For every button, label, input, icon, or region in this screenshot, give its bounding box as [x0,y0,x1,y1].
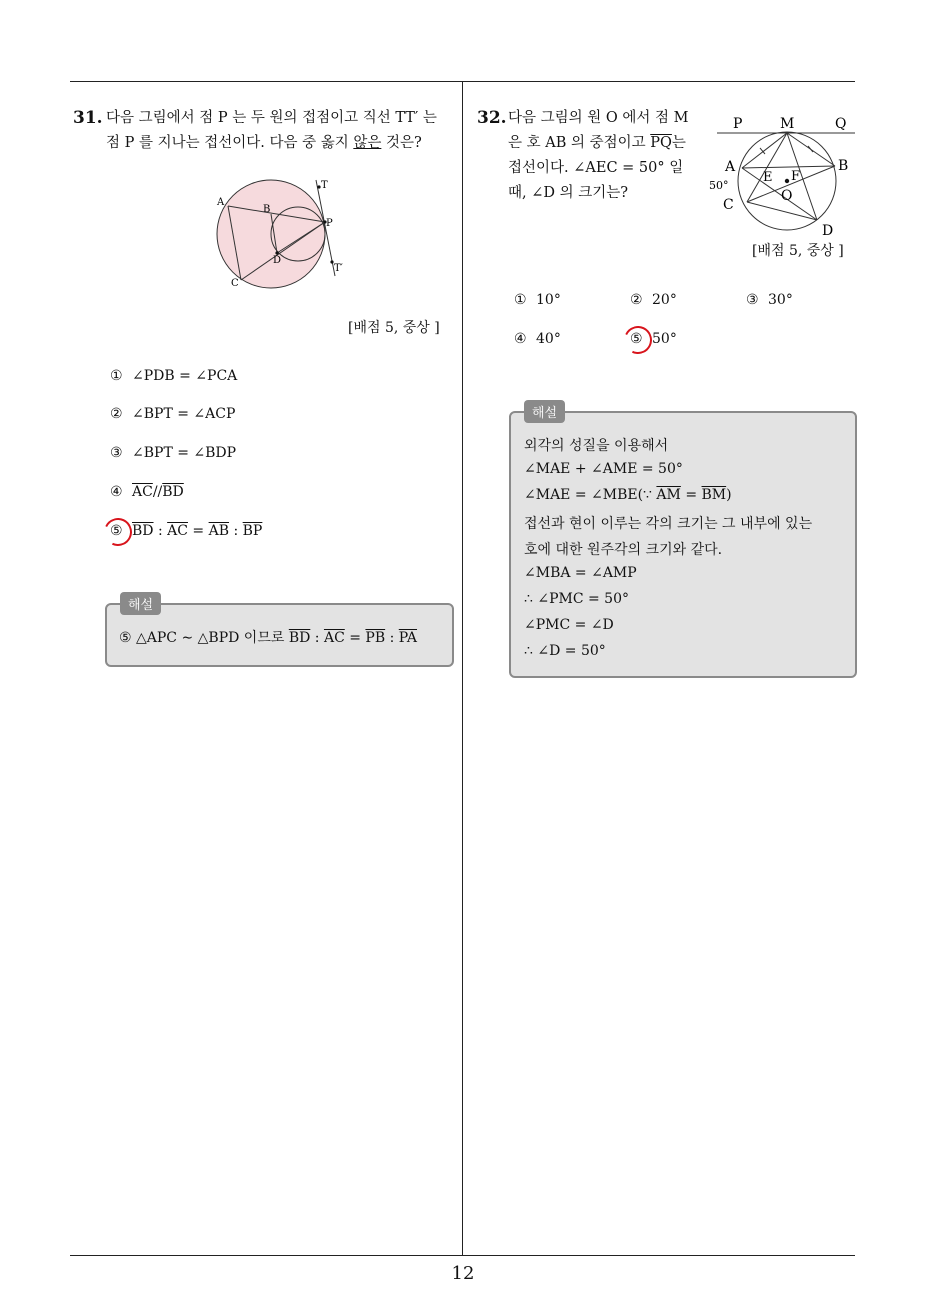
q32-solution-box [509,411,857,678]
column-divider [462,81,463,1256]
q32-text-line4: 때, ∠D 의 크기는? [508,185,629,201]
q31-answer-mark [100,514,136,550]
q32-solution-line2: ∠MAE + ∠AME = 50° [524,461,683,477]
q31-label-d: D [273,255,282,266]
q32-label-e: E [763,170,773,185]
q32-solution-line9: ∴ ∠D = 50° [524,643,606,659]
q31-choice-1[interactable]: ① ∠PDB = ∠PCA [110,368,238,384]
q31-number: 31. [73,108,103,128]
q32-label-o: O [781,188,793,204]
q31-text-line1: 다음 그림에서 점 P 는 두 원의 접점이고 직선 TT′ 는 [106,110,437,126]
q32-label-a: A [725,159,736,175]
q31-label-t: T [321,180,328,191]
q31-meta: [배점 5, 중상 ] [348,320,440,336]
q31-choice-5[interactable]: ⑤ $\overline{BD}$ : $\overline{AC} = \overline{AB}$ : $\overline{BP}$ [110,523,263,539]
q31-label-c: C [231,278,239,289]
q32-choice-1[interactable]: ① 10° [514,292,561,308]
q32-figure [705,110,855,240]
q32-label-p: P [733,116,743,132]
q32-solution-line3: ∠MAE = ∠MBE(∵ $\overline{AM} = \overline{BM}$) [524,487,732,503]
q31-choice-2[interactable]: ② ∠BPT = ∠ACP [110,406,236,422]
q32-solution-line4: 접선과 현이 이루는 각의 크기는 그 내부에 있는 [524,516,813,532]
q32-answer-mark [620,322,656,358]
q32-text [508,106,688,206]
q31-choice-4[interactable]: ④ $\overline{AC}//\overline{BD}$ [110,484,184,500]
q32-solution-line7: ∴ ∠PMC = 50° [524,591,629,607]
q32-text-line3: 접선이다. ∠AEC = 50° 일 [508,160,684,176]
bottom-rule [70,1255,855,1256]
q32-meta: [배점 5, 중상 ] [752,243,844,259]
q32-solution-tag: 해설 [524,400,565,423]
q31-label-p: P [326,218,333,229]
q31-choice-3[interactable]: ③ ∠BPT = ∠BDP [110,445,237,461]
q31-solution-text: ⑤ △APC ∼ △BPD 이므로 $\overline{BD}$ : $\overline{AC} = \overline{PB}$ : $\overline{PA}$ [119,630,418,646]
q32-solution-line6: ∠MBA = ∠AMP [524,565,637,581]
q32-label-d: D [822,223,834,239]
q31-label-t-prime: T′ [334,263,343,274]
q31-text-line2: 점 P 를 지나는 접선이다. 다음 중 옳지 않은 것은? [106,135,422,151]
q32-choice-4[interactable]: ④ 40° [514,331,561,347]
q32-solution-line1: 외각의 성질을 이용해서 [524,438,669,454]
q32-label-q: Q [835,116,847,132]
q31-solution-tag: 해설 [120,592,161,615]
q32-text-line1: 다음 그림의 원 O 에서 점 M [508,110,689,126]
q32-label-b: B [838,158,849,174]
q32-label-m: M [780,116,795,132]
q31-label-a: A [217,197,225,208]
q32-choice-2[interactable]: ② 20° [630,292,677,308]
q32-text-line2: 은 호 AB 의 중점이고 $\overline{PQ}$는 [508,135,686,151]
q32-label-f: F [791,169,801,184]
q32-number: 32. [477,108,507,128]
page-number: 12 [451,1263,475,1284]
q32-choice-5[interactable]: ⑤ 50° [630,331,677,347]
q32-solution-line8: ∠PMC = ∠D [524,617,614,633]
q31-figure [205,170,355,295]
q31-label-b: B [263,204,271,215]
q31-text [106,106,437,156]
q32-choice-3[interactable]: ③ 30° [746,292,793,308]
q32-solution-line5: 호에 대한 원주각의 크기와 같다. [524,542,723,558]
q32-label-angle: 50° [709,179,729,192]
q32-label-c: C [723,197,734,213]
